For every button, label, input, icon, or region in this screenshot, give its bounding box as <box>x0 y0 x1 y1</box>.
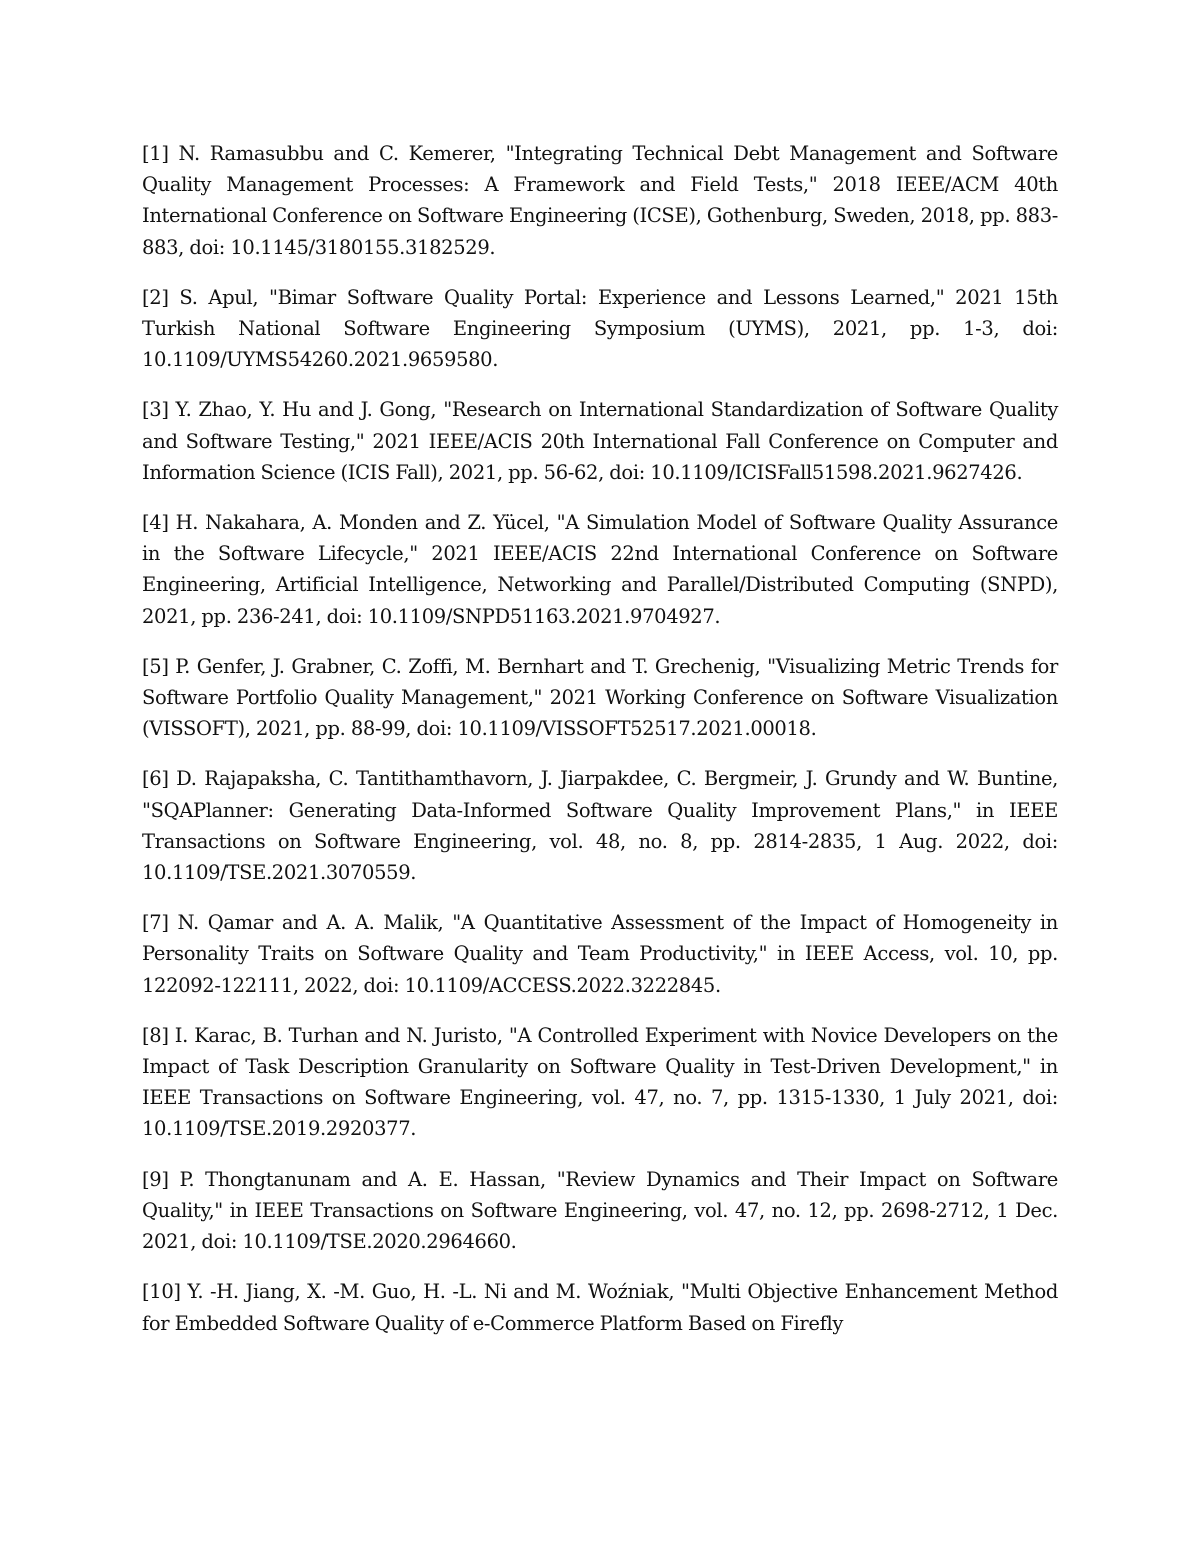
reference-10: [10] Y. -H. Jiang, X. -M. Guo, H. -L. Ni and M. Woźniak, "Multi Objective Enhancement Method for Embedded Software Quality of e-Commerce Platform Based on Firefly <box>142 1280 1058 1335</box>
reference-3: [3] Y. Zhao, Y. Hu and J. Gong, "Research on International Standardization of Software Quality and Software Testing," 2021 IEEE/ACIS 20th International Fall Conference on Computer and Information Science (ICIS Fall), 2021, pp. 56-62, doi: 10.1109/ICISFall51598.2021.9627426. <box>142 398 1058 484</box>
reference-5: [5] P. Genfer, J. Grabner, C. Zoffi, M. Bernhart and T. Grechenig, "Visualizing Metric Trends for Software Portfolio Quality Management," 2021 Working Conference on Software Visualization (VISSOFT), 2021, pp. 88-99, doi: 10.1109/VISSOFT52517.2021.00018. <box>142 654 1058 741</box>
reference-7: [7] N. Qamar and A. A. Malik, "A Quantitative Assessment of the Impact of Homogeneity in Personality Traits on Software Quality and Team Productivity," in IEEE Access, vol. 10, pp. 122092-122111, 2022, doi: 10.1109/ACCESS.2022.3222845. <box>142 911 1058 997</box>
reference-4: [4] H. Nakahara, A. Monden and Z. Yücel, "A Simulation Model of Software Quality Assurance in the Software Lifecycle," 2021 IEEE/ACIS 22nd International Conference on Software Engineering, Artificial Intelligence, Networking and Parallel/Distributed Computing (SNPD), 2021, pp. 236-241, doi: 10.1109/SNPD51163.2021.9704927. <box>142 511 1058 628</box>
reference-2: [2] S. Apul, "Bimar Software Quality Portal: Experience and Lessons Learned," 2021 15th Turkish National Software Engineering Symposium (UYMS), 2021, pp. 1-3, doi: 10.1109/UYMS54260.2021.9659580. <box>142 285 1058 372</box>
reference-8: [8] I. Karac, B. Turhan and N. Juristo, "A Controlled Experiment with Novice Developers on the Impact of Task Description Granularity on Software Quality in Test-Driven Development," in IEEE Transactions on Software Engineering, vol. 47, no. 7, pp. 1315-1330, 1 July 2021, doi: 10.1109/TSE.2019.2920377. <box>142 1023 1058 1141</box>
reference-6: [6] D. Rajapaksha, C. Tantithamthavorn, J. Jiarpakdee, C. Bergmeir, J. Grundy and W. Buntine, "SQAPlanner: Generating Data-Informed Software Quality Improvement Plans," in IEEE Transactions on Software Engineering, vol. 48, no. 8, pp. 2814-2835, 1 Aug. 2022, doi: 10.1109/TSE.2021.3070559. <box>142 767 1058 885</box>
reference-list <box>142 138 1058 1358</box>
reference-1: [1] N. Ramasubbu and C. Kemerer, "Integrating Technical Debt Management and Software Quality Management Processes: A Framework and Field Tests," 2018 IEEE/ACM 40th International Conference on Software Engineering (ICSE), Gothenburg, Sweden, 2018, pp. 883-883, doi: 10.1145/3180155.3182529. <box>142 142 1058 259</box>
reference-9: [9] P. Thongtanunam and A. E. Hassan, "Review Dynamics and Their Impact on Software Quality," in IEEE Transactions on Software Engineering, vol. 47, no. 12, pp. 2698-2712, 1 Dec. 2021, doi: 10.1109/TSE.2020.2964660. <box>142 1167 1058 1254</box>
